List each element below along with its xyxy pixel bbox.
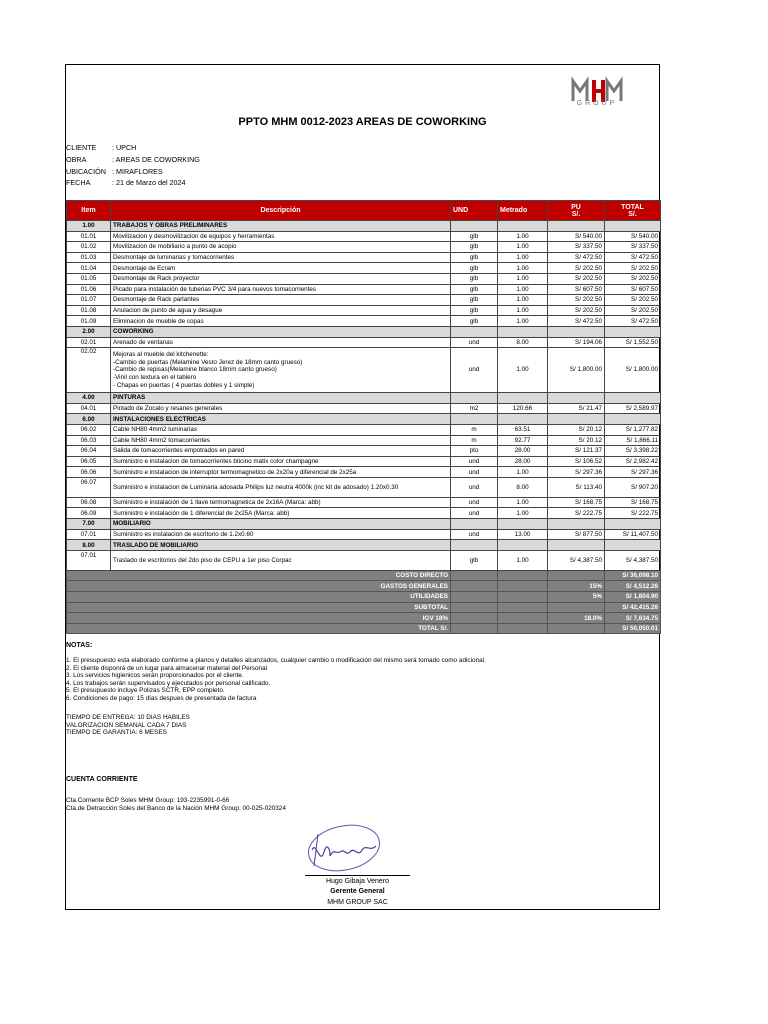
section-row [67, 393, 661, 404]
table-row [67, 273, 661, 284]
cell-descripcion: INSTALACIONES ELECTRICAS [111, 414, 451, 425]
cell-metrado: 1.00 [498, 497, 548, 508]
cell-item: 01.04 [67, 263, 111, 274]
cell-total [605, 221, 661, 232]
cell-pu [548, 414, 605, 425]
cell-item: 01.03 [67, 252, 111, 263]
cell-und: glb [451, 305, 498, 316]
cell-descripcion: Mejoras al mueble del kitchenette: -Cambio de puertas (Melamine Vesto Jerez de 18mm canto grueso) -Cambio de repisas(Melamine blanco 18mm canto grueso) -Vinil con textura en el tablero - Chapas en puertas ( 4 puertas dobles y 1 simple) [111, 348, 451, 393]
cell-pu: S/ 202.50 [548, 263, 605, 274]
summary-percent [548, 602, 605, 613]
cell-und: glb [451, 550, 498, 570]
summary-empty [498, 623, 548, 634]
cell-total: S/ 607.50 [605, 284, 661, 295]
note-line: 1. El presupuesto esta elaborado conforme a planos y detalles alcanzados, cualquier cambio o modificación del mismo será tomado como adicional. [66, 657, 486, 664]
cell-total: S/ 1,277.82 [605, 424, 661, 435]
cell-total [605, 519, 661, 530]
cell-metrado: 1.00 [498, 273, 548, 284]
cell-pu: S/ 113.40 [548, 477, 605, 497]
cell-total: S/ 202.50 [605, 263, 661, 274]
table-row [67, 403, 661, 414]
table-row [67, 529, 661, 540]
cell-total: S/ 3,398.22 [605, 446, 661, 457]
cell-und: glb [451, 284, 498, 295]
cell-pu [548, 540, 605, 551]
cell-descripcion: Picado para instalación de tuberias PVC 3/4 para nuevos tomacorrientes [111, 284, 451, 295]
cell-und: glb [451, 231, 498, 242]
cell-total: S/ 4,387.50 [605, 550, 661, 570]
summary-label: TOTAL S/. [67, 623, 451, 634]
cell-pu: S/ 202.50 [548, 273, 605, 284]
note-line: 5. El presupuesto incluye Polizas SCTR, EPP completo. [66, 687, 225, 695]
cell-descripcion: Desmontaje de Ecram [111, 263, 451, 274]
handwritten-signature [300, 822, 390, 874]
cell-pu [548, 326, 605, 337]
cell-item: 06.09 [67, 508, 111, 519]
cell-und [451, 393, 498, 404]
summary-label: UTILIDADES [67, 592, 451, 603]
table-row [67, 348, 661, 393]
cell-pu: S/ 21.47 [548, 403, 605, 414]
cell-item: 06.04 [67, 446, 111, 457]
cell-total: S/ 907.20 [605, 477, 661, 497]
cell-item: 06.02 [67, 424, 111, 435]
summary-empty [451, 592, 498, 603]
cell-descripcion: MOBILIARIO [111, 519, 451, 530]
cell-item: 06.08 [67, 497, 111, 508]
cell-total [605, 540, 661, 551]
table-row [67, 508, 661, 519]
cell-metrado: 1.00 [498, 252, 548, 263]
cell-descripcion: Cable NH80 4mm2 luminarias [111, 424, 451, 435]
summary-empty [451, 570, 498, 581]
cell-item: 6.00 [67, 414, 111, 425]
cell-descripcion: Anulacion de punto de agua y desague [111, 305, 451, 316]
cell-metrado: 8.00 [498, 337, 548, 348]
cuenta-line: Cta.de Detracción Soles del Banco de la Nación MHM Group: 00-025-020324 [66, 804, 286, 812]
note-line: 4. Los trabajos serán supervisados y ejecutados por personal calificado. [66, 679, 271, 687]
cell-descripcion: Suministro e instalacion de interruptor termomagnetico de 2x20a y diferencial de 2x25a [111, 467, 451, 478]
cell-und: und [451, 477, 498, 497]
summary-total: S/ 42,415.26 [605, 602, 661, 613]
summary-empty [451, 613, 498, 624]
section-row [67, 540, 661, 551]
cell-total [605, 414, 661, 425]
summary-row [67, 570, 661, 581]
cell-pu [548, 393, 605, 404]
cell-pu: S/ 20.12 [548, 435, 605, 446]
table-row [67, 252, 661, 263]
cell-pu: S/ 194.06 [548, 337, 605, 348]
cell-und: glb [451, 252, 498, 263]
cell-pu: S/ 607.50 [548, 284, 605, 295]
cell-metrado: 1.00 [498, 242, 548, 253]
cell-item: 8.00 [67, 540, 111, 551]
cuenta-line: Cta.Corriente BCP Soles MHM Group: 193-2235991-0-66 [66, 797, 230, 804]
cell-pu: S/ 121.37 [548, 446, 605, 457]
table-header-row [67, 201, 661, 221]
cell-total: S/ 1,866.11 [605, 435, 661, 446]
cell-total: S/ 202.50 [605, 305, 661, 316]
cell-item: 01.08 [67, 305, 111, 316]
summary-total: S/ 4,512.26 [605, 581, 661, 592]
signature-line [305, 875, 410, 876]
cell-und: glb [451, 263, 498, 274]
cell-metrado [498, 540, 548, 551]
cell-total: S/ 202.50 [605, 295, 661, 306]
cell-pu: S/ 4,387.50 [548, 550, 605, 570]
cell-total: S/ 472.50 [605, 252, 661, 263]
summary-label: SUBTOTAL [67, 602, 451, 613]
terms-list [66, 714, 190, 737]
cell-descripcion: Desmontaje de Rack parlantes [111, 295, 451, 306]
summary-total: S/ 36,098.10 [605, 570, 661, 581]
section-row [67, 326, 661, 337]
summary-percent: 15% [548, 581, 605, 592]
cell-metrado: 1.00 [498, 231, 548, 242]
cell-total: S/ 540.00 [605, 231, 661, 242]
table-row [67, 456, 661, 467]
cell-item: 7.00 [67, 519, 111, 530]
cell-pu: S/ 168.75 [548, 497, 605, 508]
cell-pu: S/ 540.00 [548, 231, 605, 242]
cell-und [451, 414, 498, 425]
cell-item: 4.00 [67, 393, 111, 404]
col-header-total: TOTAL S/. [605, 201, 661, 221]
notes-list [66, 657, 486, 703]
cell-und: und [451, 337, 498, 348]
col-header-item: Item [67, 201, 111, 221]
cell-descripcion: Movilizacion y desmovilizacion de equipos y herramientas [111, 231, 451, 242]
cell-metrado: 63.51 [498, 424, 548, 435]
summary-empty [498, 613, 548, 624]
cell-item: 01.09 [67, 316, 111, 327]
cell-metrado: 1.00 [498, 305, 548, 316]
note-line: 6. Condiciones de pago: 15 días despues de presentada de factura [66, 694, 257, 702]
cell-pu: S/ 1,800.00 [548, 348, 605, 393]
cell-item: 02.02 [67, 348, 111, 393]
cell-und: pto [451, 446, 498, 457]
summary-label: COSTO DIRECTO [67, 570, 451, 581]
cell-descripcion: Suministro e instalación de 1 llave termomagnetica de 2x16A (Marca: abb) [111, 497, 451, 508]
summary-row [67, 602, 661, 613]
cell-descripcion: PINTURAS [111, 393, 451, 404]
summary-total: S/ 1,804.90 [605, 592, 661, 603]
cell-item: 06.06 [67, 467, 111, 478]
signer-company: MHM GROUP SAC [327, 899, 388, 906]
cell-descripcion: Suministro es instalacion de escritorio de 1.2x0.60 [111, 529, 451, 540]
summary-empty [498, 581, 548, 592]
summary-row [67, 592, 661, 603]
cell-und: m2 [451, 403, 498, 414]
summary-empty [451, 602, 498, 613]
cell-metrado: 28.00 [498, 446, 548, 457]
summary-empty [498, 592, 548, 603]
signer-name: Hugo Gibaja Venero [325, 878, 390, 885]
cell-pu: S/ 877.50 [548, 529, 605, 540]
signer-role: Gerente General [330, 888, 385, 895]
cell-metrado: 1.00 [498, 295, 548, 306]
cuenta-list [66, 797, 286, 812]
cell-descripcion: TRABAJOS Y OBRAS PRELIMINARES [111, 221, 451, 232]
cell-item: 07.01 [67, 529, 111, 540]
cell-metrado [498, 414, 548, 425]
cell-descripcion: Traslado de escritorios del 2do piso de CEPU a 1er piso Corpac [111, 550, 451, 570]
cell-item: 07.01 [67, 550, 111, 570]
summary-label: GASTOS GENERALES [67, 581, 451, 592]
table-row [67, 305, 661, 316]
cell-metrado: 1.00 [498, 550, 548, 570]
cell-metrado: 28.00 [498, 456, 548, 467]
cell-pu: S/ 297.36 [548, 467, 605, 478]
cell-total: S/ 222.75 [605, 508, 661, 519]
term-line: TIEMPO DE ENTREGA: 10 DIAS HABILES [66, 714, 190, 721]
cell-pu: S/ 202.50 [548, 305, 605, 316]
cell-total: S/ 202.50 [605, 273, 661, 284]
table-row [67, 295, 661, 306]
term-line: TIEMPO DE GARANTIA: 6 MESES [66, 729, 167, 737]
cell-pu [548, 221, 605, 232]
cell-und: und [451, 529, 498, 540]
cell-descripcion: Arenado de ventanas [111, 337, 451, 348]
summary-row [67, 623, 661, 634]
section-row [67, 519, 661, 530]
cell-total: S/ 472.50 [605, 316, 661, 327]
budget-table [66, 200, 661, 634]
notes-title: NOTAS: [66, 642, 93, 649]
cell-und [451, 221, 498, 232]
cell-und: glb [451, 316, 498, 327]
summary-percent: 5% [548, 592, 605, 603]
table-row [67, 337, 661, 348]
cell-metrado: 92.77 [498, 435, 548, 446]
cell-und: und [451, 508, 498, 519]
table-row [67, 284, 661, 295]
cell-descripcion: Cable NH80 4mm2 tomacorrientes [111, 435, 451, 446]
meta-fecha: FECHA : 21 de Marzo del 2024 [66, 178, 186, 187]
col-header-descripcion: Descripción [111, 201, 451, 221]
table-row [67, 263, 661, 274]
cell-total: S/ 2,982.42 [605, 456, 661, 467]
cell-metrado: 1.00 [498, 263, 548, 274]
cell-descripcion: COWORKING [111, 326, 451, 337]
cell-pu: S/ 337.50 [548, 242, 605, 253]
cell-item: 06.07 [67, 477, 111, 497]
cell-item: 02.01 [67, 337, 111, 348]
cell-metrado [498, 221, 548, 232]
cell-pu: S/ 202.50 [548, 295, 605, 306]
cell-descripcion: Suministro e instalación de 1 diferencial de 2x25A (Marca: abb) [111, 508, 451, 519]
summary-percent: 18.0% [548, 613, 605, 624]
cell-und: glb [451, 295, 498, 306]
cell-pu: S/ 222.75 [548, 508, 605, 519]
summary-empty [498, 570, 548, 581]
summary-row [67, 581, 661, 592]
cell-metrado: 8.00 [498, 477, 548, 497]
summary-empty [451, 623, 498, 634]
cell-descripcion: Pintado de Zocalo y resanes generales [111, 403, 451, 414]
table-row [67, 550, 661, 570]
cell-descripcion: Desmontaje de Rack proyector [111, 273, 451, 284]
cell-total: S/ 11,407.50 [605, 529, 661, 540]
cell-total: S/ 2,589.97 [605, 403, 661, 414]
table-row [67, 477, 661, 497]
table-row [67, 435, 661, 446]
cell-und: und [451, 467, 498, 478]
summary-label: IGV 18% [67, 613, 451, 624]
summary-percent [548, 623, 605, 634]
summary-row [67, 613, 661, 624]
table-row [67, 446, 661, 457]
cell-und: und [451, 497, 498, 508]
cell-total [605, 326, 661, 337]
term-line: VALORIZACION SEMANAL CADA 7 DIAS [66, 721, 187, 729]
cell-pu: S/ 472.50 [548, 316, 605, 327]
cell-item: 01.05 [67, 273, 111, 284]
cell-und: m [451, 424, 498, 435]
cell-total: S/ 1,800.00 [605, 348, 661, 393]
cell-und: glb [451, 273, 498, 284]
summary-percent [548, 570, 605, 581]
col-header-metrado: Metrado [498, 201, 548, 221]
cell-metrado: 1.00 [498, 508, 548, 519]
note-line: 3. Los servicios higienicos serán proporcionados por el cliente. [66, 672, 244, 680]
cell-und [451, 326, 498, 337]
cell-metrado: 1.00 [498, 467, 548, 478]
table-row [67, 316, 661, 327]
summary-total: S/ 50,050.01 [605, 623, 661, 634]
cell-descripcion: Desmontaje de luminarias y tomacorrientes [111, 252, 451, 263]
summary-empty [451, 581, 498, 592]
table-row [67, 242, 661, 253]
cell-und [451, 540, 498, 551]
col-header-pu: PU S/. [548, 201, 605, 221]
cell-item: 04.01 [67, 403, 111, 414]
meta-obra: OBRA : AREAS DE COWORKING [66, 155, 200, 164]
cell-pu: S/ 106.52 [548, 456, 605, 467]
cell-und [451, 519, 498, 530]
note-line: 2. El cliente disponrá de un lugar para almacenar material del Personal [66, 664, 268, 672]
cell-metrado: 1.00 [498, 284, 548, 295]
cell-total [605, 393, 661, 404]
table-row [67, 231, 661, 242]
cell-total: S/ 1,552.50 [605, 337, 661, 348]
document-title: PPTO MHM 0012-2023 AREAS DE COWORKING [238, 116, 487, 128]
cell-und: und [451, 456, 498, 467]
cell-pu: S/ 20.12 [548, 424, 605, 435]
cell-item: 06.03 [67, 435, 111, 446]
cell-descripcion: Suministro e instalacion de Luminaria adosada Philips luz neutra 4000k (inc kit de adosado) 1.20x0.30 [111, 477, 451, 497]
section-row [67, 414, 661, 425]
meta-cliente: CLIENTE : UPCH [66, 143, 137, 152]
cell-metrado: 120.66 [498, 403, 548, 414]
cell-metrado [498, 326, 548, 337]
table-row [67, 424, 661, 435]
logo-subtext: GROUP [576, 100, 618, 107]
cell-descripcion: Suministro e instalacion de tomacorrientes bticino matix color champagne [111, 456, 451, 467]
table-row [67, 467, 661, 478]
cell-descripcion: TRASLADO DE MOBILIARIO [111, 540, 451, 551]
cell-item: 01.07 [67, 295, 111, 306]
col-header-und: UND [451, 201, 498, 221]
cell-pu: S/ 472.50 [548, 252, 605, 263]
cell-und: und [451, 348, 498, 393]
cell-descripcion: Eliminacion de mueble de copas [111, 316, 451, 327]
cell-item: 2.00 [67, 326, 111, 337]
summary-total: S/ 7,634.75 [605, 613, 661, 624]
cell-metrado: 13.00 [498, 529, 548, 540]
cell-item: 1.00 [67, 221, 111, 232]
summary-empty [498, 602, 548, 613]
cell-total: S/ 297.36 [605, 467, 661, 478]
section-row [67, 221, 661, 232]
cell-metrado [498, 519, 548, 530]
cell-metrado: 1.00 [498, 348, 548, 393]
cell-metrado: 1.00 [498, 316, 548, 327]
cell-item: 06.05 [67, 456, 111, 467]
cell-total: S/ 168.75 [605, 497, 661, 508]
cell-descripcion: Movilizacion de mobiliario a punto de acopio [111, 242, 451, 253]
cell-item: 01.06 [67, 284, 111, 295]
cell-metrado [498, 393, 548, 404]
cell-item: 01.02 [67, 242, 111, 253]
cell-total: S/ 337.50 [605, 242, 661, 253]
table-row [67, 497, 661, 508]
cell-pu [548, 519, 605, 530]
cell-descripcion: Salida de tomacorrientes empotrados en pared [111, 446, 451, 457]
cell-und: glb [451, 242, 498, 253]
cell-item: 01.01 [67, 231, 111, 242]
cell-und: m [451, 435, 498, 446]
cuenta-title: CUENTA CORRIENTE [66, 776, 138, 783]
meta-ubicacion: UBICACIÓN : MIRAFLORES [66, 167, 163, 176]
